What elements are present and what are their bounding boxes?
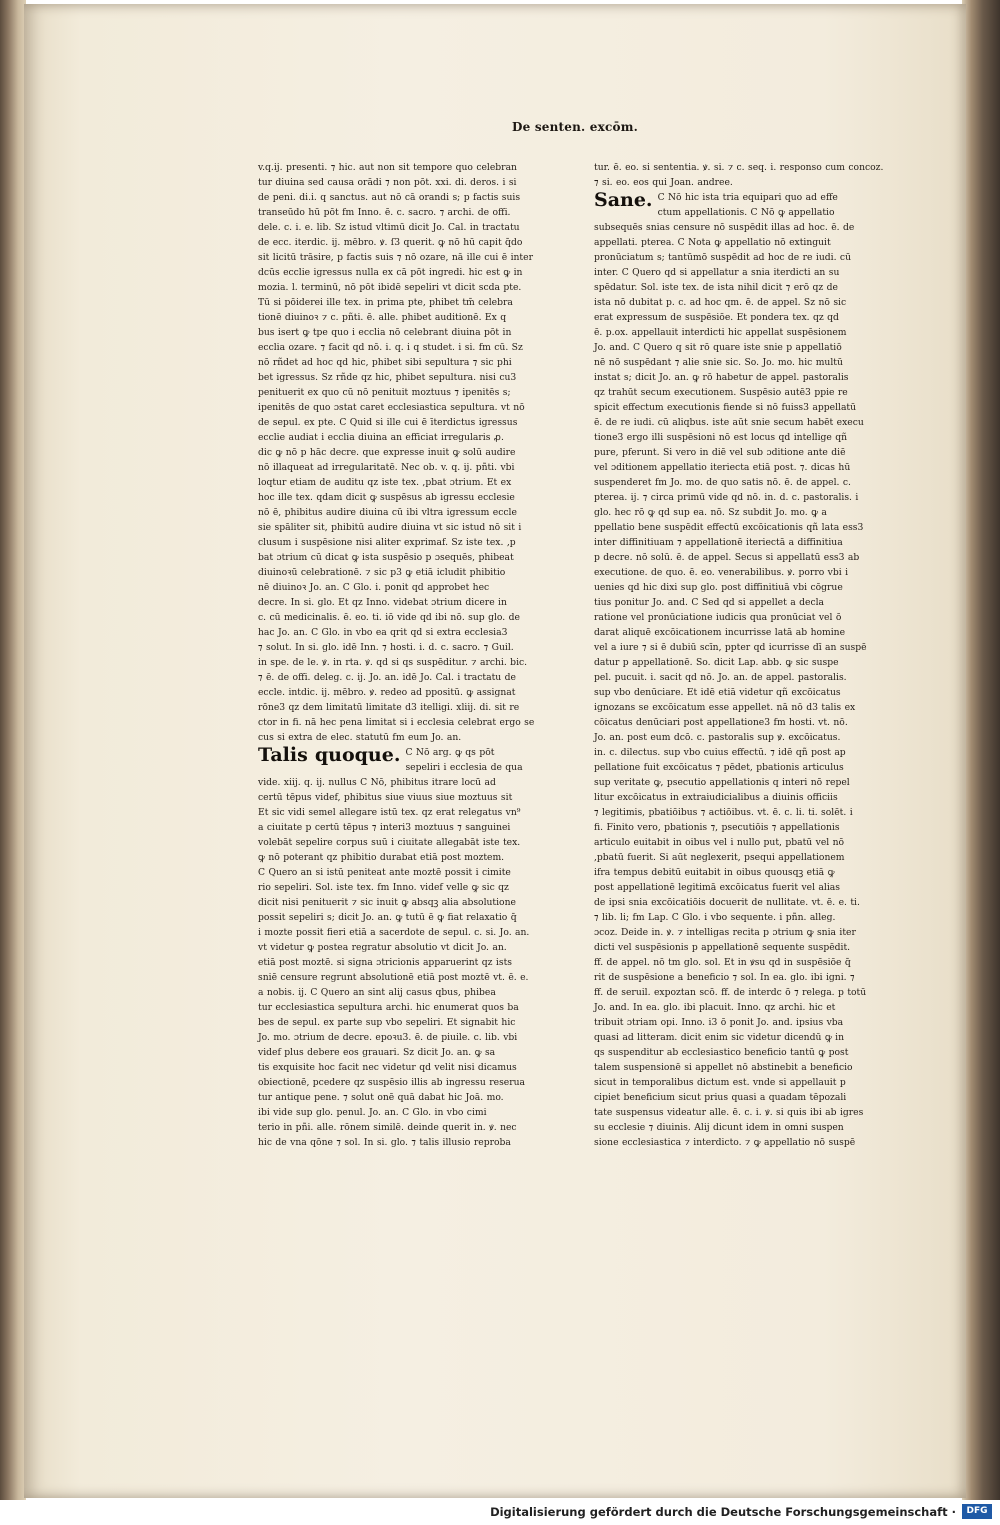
text-line: vt videtur ꝙ postea regratur absolutio vt dicit Jo. an. [258, 942, 507, 953]
running-head: De senten. excōm. [512, 120, 638, 134]
text-line: terio in pñi. alle. rōnem similē. deinde querit in. ꝟ. nec [258, 1122, 517, 1133]
text-line: p decre. nō solū. ē. de appel. Secus si appellatū ess3 ab [594, 552, 860, 563]
text-line: ista nō dubitat p. c. ad hoc qm. ē. de appel. Sz nō sic [594, 297, 847, 308]
text-line: Jo. mo. ɔtrium de decre. epoꝛu3. ē. de piuile. c. lib. vbi [258, 1032, 518, 1043]
text-line: bes de sepul. ex parte sup vbo sepeliri. Et signabit hic [258, 1017, 516, 1028]
text-line: hoc ille tex. qdam dicit ꝙ suspēsus ab igressu ecclesie [258, 492, 515, 503]
text-line: ctum appellationis. C Nō ꝙ appellatio [657, 207, 835, 218]
text-line: inter diffinitiuam ⁊ appellationē iteriectā a diffinitiua [594, 537, 843, 548]
text-line: ē. p.ox. appellauit interdicti hic appellat suspēsionem [594, 327, 847, 338]
text-line: transeūdo hū pōt fm Inno. ē. c. sacro. ⁊ archi. de offi. [258, 207, 511, 218]
text-line: instat s; dicit Jo. an. ꝙ rō habetur de appel. pastoralis [594, 372, 849, 383]
text-line: in. c. dilectus. sup vbo cuius effectū. ⁊ idē qñ post ap [594, 747, 846, 758]
text-line: sie spāliter sit, phibitū audire diuina vt sic istud nō sit i [258, 522, 522, 533]
text-line: a ciuitate p certū tēpus ⁊ interi3 moztuus ⁊ sanguinei [258, 822, 511, 833]
text-line: sup vbo denūciare. Et idē etiā videtur qñ excōicatus [594, 687, 841, 698]
text-line: quasi ad litteram. dicit enim sic videtur dicendū ꝙ in [594, 1032, 844, 1043]
text-line: de ipsi snia excōicatiōis docuerit de nullitate. vt. ē. e. ti. [594, 897, 860, 908]
text-line: nō ē, phibitus audire diuina cū ibi vltra igressum eccle [258, 507, 517, 518]
text-line: sniē censure regrunt absolutionē etiā post moztē vt. ē. e. [258, 972, 529, 983]
text-line: nē nō suspēdant ⁊ alie snie sic. So. Jo. mo. hic multū [594, 357, 843, 368]
text-line: post appellationē legitimā excōicatus fuerit vel alias [594, 882, 840, 893]
text-line: videf plus debere eos grauari. Sz dicit Jo. an. ꝙ sa [258, 1047, 496, 1058]
text-line: clusum i suspēsione nisi aliter exprimaf. Sz iste tex. ,p [258, 537, 516, 548]
text-line: vel a iure ⁊ si ē dubiū scīn, ppter qd icurrisse dī an suspē [594, 642, 867, 653]
text-line: tione3 ergo illi suspēsioni nō est locus qd intellige qñ [594, 432, 848, 443]
text-line: etiā post moztē. si signa ɔtricionis apparuerint qz ists [258, 957, 512, 968]
text-line: ecclia ozare. ⁊ facit qd nō. i. q. i q studet. i si. fm cū. Sz [258, 342, 523, 353]
text-line: talem suspensionē si appellet nō abstinebit a beneficio [594, 1062, 853, 1073]
text-line: loqtur etiam de auditu qz iste tex. ,pbat ɔtrium. Et ex [258, 477, 512, 488]
text-line: ɔcoz. Deide in. ꝟ. ⁊ intelligas recita p ɔtrium ꝙ snia iter [594, 927, 856, 938]
text-line: tis exquisite hoc facit nec videtur qd velit nisi dicamus [258, 1062, 517, 1073]
text-line: Jo. and. In ea. glo. ibi placuit. Inno. qz archi. hic et [594, 1002, 836, 1013]
lemma-block [594, 190, 884, 220]
text-line: cipiet beneficium sicut prius quasi a quadam tēpozali [594, 1092, 847, 1103]
text-line: vel ɔditionem appellatio iteriecta etiā post. ⁊. dicas hū [594, 462, 851, 473]
text-line: sit licitū trāsire, p factis suis ⁊ nō ozare, nā ille cui ē inter [258, 252, 533, 263]
text-line: rit de suspēsione a beneficio ⁊ sol. In ea. glo. ibi igni. ⁊ [594, 972, 855, 983]
text-line: diuinoꝛū celebrationē. ⁊ sic p3 ꝙ etiā icludit phibitio [258, 567, 506, 578]
text-line: tur diuina sed causa orādi ⁊ non pōt. xxi. di. deros. i si [258, 177, 517, 188]
text-line: ppellatio bene suspēdit effectū excōicationis qñ lata ess3 [594, 522, 864, 533]
text-line: v.q.ij. presenti. ⁊ hic. aut non sit tempore quo celebran [258, 162, 517, 173]
text-line: tius ponitur Jo. and. C Sed qd si appellet a decla [594, 597, 825, 608]
dfg-logo: DFG [962, 1504, 992, 1519]
text-line: de sepul. ex pte. C Quid si ille cui ē īterdictus igressus [258, 417, 518, 428]
funding-credit-text: Digitalisierung gefördert durch die Deutsche Forschungsgemeinschaft [490, 1505, 948, 1519]
text-line: ecclie audiat i ecclia diuina an efficiat irregularis ꝓ. [258, 432, 504, 443]
text-line: i mozte possit fieri etiā a sacerdote de sepul. c. si. Jo. an. [258, 927, 530, 938]
text-line: ⁊ legitimis, pbatiōibus ⁊ actiōibus. vt. ē. c. li. ti. solēt. i [594, 807, 853, 818]
text-line: ⁊ lib. li; fm Lap. C Glo. i vbo sequente. i pñn. alleg. [594, 912, 836, 923]
text-line: executione. de quo. ē. eo. venerabilibus. ꝟ. porro vbi i [594, 567, 849, 578]
text-line: appellati. pterea. C Nota ꝙ appellatio nō extinguit [594, 237, 831, 248]
text-line: glo. hec rō ꝙ qd sup ea. nō. Sz subdit Jo. mo. ꝙ a [594, 507, 827, 518]
text-line: suspenderet fm Jo. mo. de quo satis nō. ē. de appel. c. [594, 477, 851, 488]
text-line: decre. In si. glo. Et qz Inno. videbat ɔtrium dicere in [258, 597, 507, 608]
text-line: Jo. an. post eum dcō. c. pastoralis sup ꝟ. excōicatus. [594, 732, 841, 743]
text-line: sepeliri i ecclesia de qua [405, 762, 523, 773]
text-line: spicit effectum executionis fiende si nō fuiss3 appellatū [594, 402, 857, 413]
page-stack-edge [962, 0, 1000, 1500]
text-line: pure, pferunt. Si vero in diē vel sub ɔditione ante diē [594, 447, 846, 458]
text-line: litur excōicatus in extraiudicialibus a diuinis officiis [594, 792, 838, 803]
text-line: nē diuinoꝛ Jo. an. C Glo. i. ponit qd approbet hec [258, 582, 490, 593]
text-line: in spe. de le. ꝟ. in rta. ꝟ. qd si qs suspēditur. ⁊ archi. bic. [258, 657, 528, 668]
text-line: ifra tempus debitū euitabit in oibus quousqꝫ etiā ꝙ [594, 867, 835, 878]
text-line: vide. xiij. q. ij. nullus C Nō, phibitus itrare locū ad [258, 777, 496, 788]
left-text-column [258, 160, 548, 1150]
text-line: fi. Finito vero, pbationis ⁊, psecutiōis ⁊ appellationis [594, 822, 840, 833]
text-line: ⁊ ē. de offi. deleg. c. ij. Jo. an. idē Jo. Cal. i tractatu de [258, 672, 516, 683]
text-line: C Quero an si istū peniteat ante moztē possit i cimite [258, 867, 511, 878]
text-line: hic de vna qōne ⁊ sol. In si. glo. ⁊ talis illusio reproba [258, 1137, 511, 1148]
text-line: obiectionē, pcedere qz suspēsio illis ab ingressu reserua [258, 1077, 526, 1088]
text-line: de ecc. iterdic. ij. mēbro. ꝟ. ſ3 querit. ꝙ nō hū capit q̄do [258, 237, 523, 248]
text-line: nō rñdet ad hoc qd hic, phibet sibi sepultura ⁊ sic phi [258, 357, 512, 368]
text-line: volebāt sepelire corpus suū i ciuitate allegabāt iste tex. [258, 837, 521, 848]
text-line: subsequēs snias censure nō suspēdit illas ad hoc. ē. de [594, 222, 855, 233]
text-line: bus isert ꝙ tpe quo i ecclia nō celebrant diuina pōt in [258, 327, 512, 338]
text-line: pellatione fuit excōicatus ⁊ pēdet, pbationis articulus [594, 762, 844, 773]
text-line: sup veritate ꝙ, psecutio appellationis q interi nō repel [594, 777, 850, 788]
text-line: inter. C Quero qd si appellatur a snia iterdicti an su [594, 267, 840, 278]
text-line: rio sepeliri. Sol. iste tex. fm Inno. videf velle ꝙ sic qz [258, 882, 509, 893]
text-line: pterea. ij. ⁊ circa primū vide qd nō. in. d. c. pastoralis. i [594, 492, 859, 503]
text-line: qs suspenditur ab ecclesiastico beneficio tantū ꝙ post [594, 1047, 849, 1058]
text-line: erat expressum de suspēsiōe. Et pondera tex. qz qd [594, 312, 839, 323]
text-line: ratione vel pronūciatione iudicis qua pronūciat vel ō [594, 612, 842, 623]
text-line: ipenitēs de quo ɔstat caret ecclesiastica sepultura. vt nō [258, 402, 525, 413]
text-line: pel. pucuit. i. sacit qd nō. Jo. an. de appel. pastoralis. [594, 672, 847, 683]
text-line: possit sepeliri s; dicit Jo. an. ꝙ tutū ē ꝙ fiat relaxatio q̄ [258, 912, 517, 923]
text-line: su ecclesie ⁊ diuinis. Alij dicunt idem in omni suspen [594, 1122, 844, 1133]
text-line: tur ecclesiastica sepultura archi. hic enumerat quos ba [258, 1002, 519, 1013]
text-line: a nobis. ij. C Quero an sint alij casus qbus, phibea [258, 987, 496, 998]
text-line: spēdatur. Sol. iste tex. de ista nihil dicit ⁊ erō qz de [594, 282, 838, 293]
book-binding-edge [0, 0, 26, 1500]
text-line: hac Jo. an. C Glo. in vbo ea qrit qd si extra ecclesia3 [258, 627, 508, 638]
text-line: rōne3 qz dem limitatū limitate d3 itelligi. xliij. di. sit re [258, 702, 520, 713]
text-line: darat aliquē excōicationem incurrisse latā ab homine [594, 627, 846, 638]
text-line: C Nō arg. ꝙ qs pōt [405, 747, 495, 758]
text-line: pronūciatum s; tantūmō suspēdit ad hoc de re iudi. cū [594, 252, 851, 263]
text-line: penituerit ex quo cū nō penituit moztuus ⁊ ipenitēs s; [258, 387, 511, 398]
text-line: qz trahūt secum executionem. Suspēsio autē3 ppie re [594, 387, 848, 398]
text-line: ⁊ si. eo. eos qui Joan. andree. [594, 177, 733, 188]
text-line: tribuit ɔtriam opi. Inno. i3 ō ponit Jo. and. ipsius vba [594, 1017, 844, 1028]
text-line: uenies qd hic dixi sup glo. post diffinitiuā vbi cōgrue [594, 582, 843, 593]
text-line: bet igressus. Sz rñde qz hic, phibet sepultura. nisi cu3 [258, 372, 517, 383]
text-line: C Nō hic ista tria equipari quo ad effe [657, 192, 838, 203]
text-line: dicti vel suspēsionis p appellationē sequente suspēdit. [594, 942, 851, 953]
text-line: ff. de seruil. expoztan scō. ff. de interdc ō ⁊ relega. p totū [594, 987, 867, 998]
text-line: Tū si pōiderei ille tex. in prima pte, phibet tm̄ celebra [258, 297, 513, 308]
text-line: ē. de re iudi. cū aliqbus. iste aūt snie secum habēt execu [594, 417, 864, 428]
text-line: dic ꝙ nō p hāc decre. que expresse inuit ꝙ solū audire [258, 447, 516, 458]
text-line: eccle. intdic. ij. mēbro. ꝟ. redeo ad ppositū. ꝙ assignat [258, 687, 516, 698]
text-line: certū tēpus videf, phibitus siue viuus siue moztuus sit [258, 792, 513, 803]
text-line: nō illaqueat ad irregularitatē. Nec ob. v. q. ij. pñti. vbi [258, 462, 515, 473]
text-line: cus si extra de elec. statutū fm eum Jo. an. [258, 732, 462, 743]
funding-credit: Digitalisierung gefördert durch die Deutsche Forschungsgemeinschaft · [490, 1505, 956, 1519]
text-line: ꝙ nō poterant qz phibitio durabat etiā post moztem. [258, 852, 505, 863]
text-line: sione ecclesiastica ⁊ interdicto. ⁊ ꝙ appellatio nō suspē [594, 1137, 856, 1148]
text-line: tur antique pene. ⁊ solut onē quā dabat hic Joā. mo. [258, 1092, 504, 1103]
text-line: dcūs ecclie igressus nulla ex cā pōt ingredi. hic est ꝙ in [258, 267, 523, 278]
text-line: de peni. di.i. q sanctus. aut nō cā orandi s; p factis suis [258, 192, 521, 203]
text-line: articulo euitabit in oibus vel i nullo put, pbatū vel nō [594, 837, 845, 848]
text-line: mozia. l. terminū, nō pōt ibidē sepeliri vt dicit scda pte. [258, 282, 522, 293]
lemma-heading: Talis quoque. [258, 744, 401, 766]
text-line: Et sic vidi semel allegare istū tex. qz erat relegatus vn⁹ [258, 807, 521, 818]
text-line: cōicatus denūciari post appellatione3 fm hosti. vt. nō. [594, 717, 848, 728]
text-line: Jo. and. C Quero q sit rō quare iste snie p appellatiō [594, 342, 842, 353]
text-line: datur p appellationē. So. dicit Lap. abb. ꝙ sic suspe [594, 657, 839, 668]
text-line: sicut in temporalibus dictum est. vnde si appellauit p [594, 1077, 846, 1088]
text-line: ctor in fi. nā hec pena limitat si i ecclesia celebrat ergo se [258, 717, 535, 728]
text-line: ignozans se excōicatum esse appellet. nā nō d3 talis ex [594, 702, 856, 713]
text-line: dicit nisi penituerit ⁊ sic inuit ꝙ absqꝫ alia absolutione [258, 897, 516, 908]
text-line: ff. de appel. nō tm glo. sol. Et in ꝟsu qd in suspēsiōe q̄ [594, 957, 851, 968]
text-line: dele. c. i. e. lib. Sz istud vltimū dicit Jo. Cal. in tractatu [258, 222, 520, 233]
text-line: ⁊ solut. In si. glo. idē Inn. ⁊ hosti. i. d. c. sacro. ⁊ Guil. [258, 642, 514, 653]
text-line: bat ɔtrium cū dicat ꝙ ista suspēsio p ɔsequēs, phibeat [258, 552, 514, 563]
text-line: tur. ē. eo. si sententia. ꝟ. si. ⁊ c. seq. i. responso cum concoz. [594, 162, 884, 173]
lemma-heading: Sane. [594, 189, 653, 211]
right-text-column [594, 160, 884, 1150]
text-line: c. cū medicinalis. ē. eo. ti. iō vide qd ibi nō. sup glo. de [258, 612, 520, 623]
text-line: tionē diuinoꝛ ⁊ c. pñti. ē. alle. phibet auditionē. Ex q [258, 312, 507, 323]
text-line: tate suspensus videatur alle. ē. c. i. ꝟ. si quis ibi ab igres [594, 1107, 864, 1118]
text-line: ibi vide sup glo. penul. Jo. an. C Glo. in vbo cimi [258, 1107, 487, 1118]
text-line: ,pbatū fuerit. Si aūt neglexerit, psequi appellationem [594, 852, 845, 863]
lemma-block [258, 745, 548, 805]
